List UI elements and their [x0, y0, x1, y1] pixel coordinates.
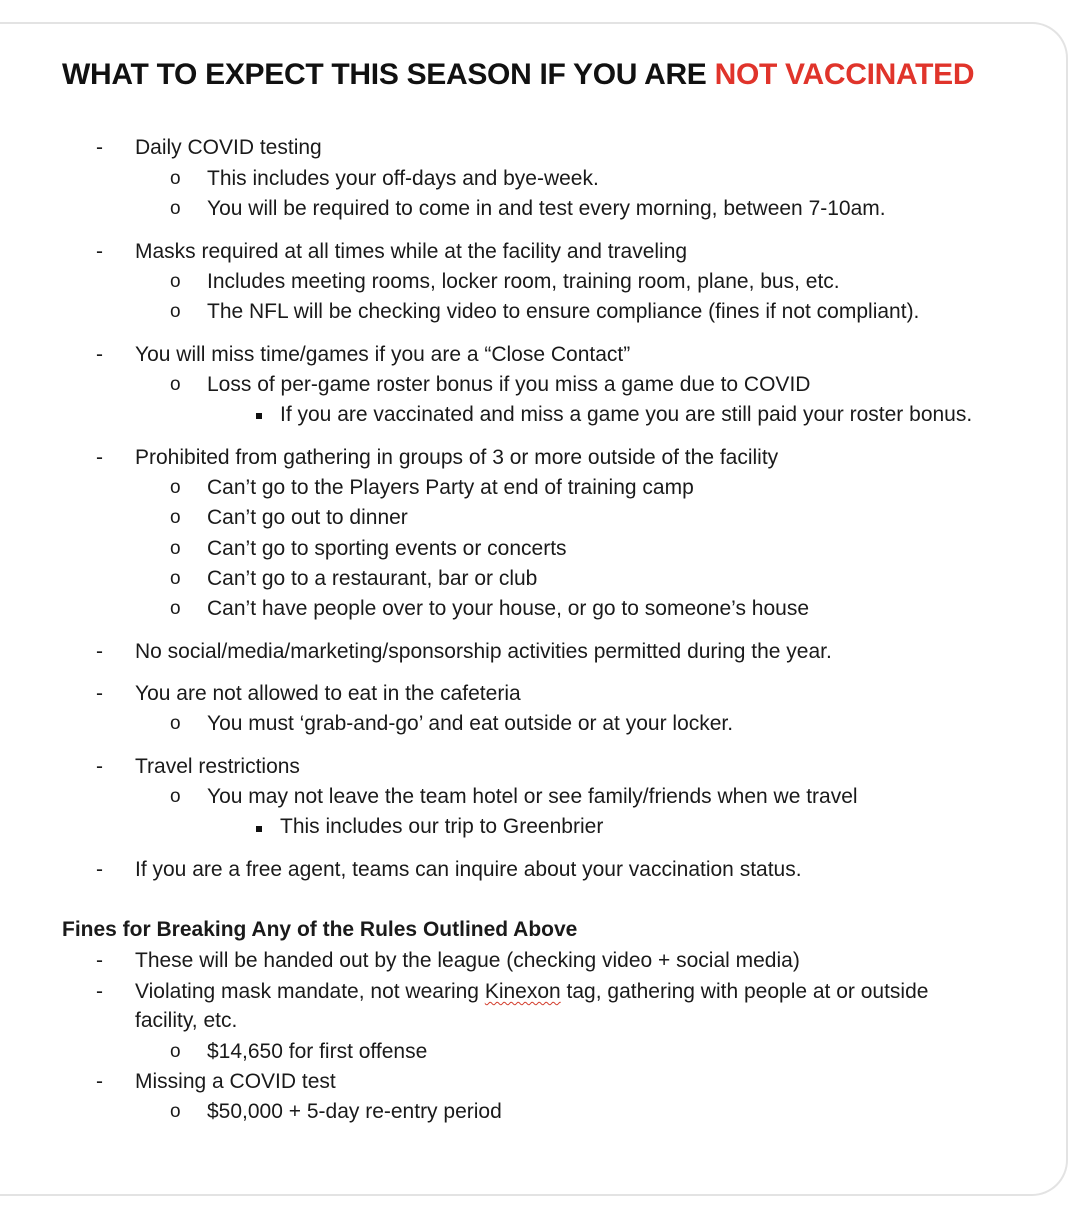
circle-bullet: o: [170, 271, 181, 292]
dash-bullet: -: [96, 949, 103, 972]
circle-bullet: o: [170, 477, 181, 498]
sub-list-item: This includes your off-days and bye-week.: [207, 167, 599, 190]
dash-bullet: -: [96, 755, 103, 778]
dash-bullet: -: [96, 858, 103, 881]
sub-list-item: Can’t go out to dinner: [207, 506, 408, 529]
sub-list-item: You will be required to come in and test every morning, between 7-10am.: [207, 197, 886, 220]
circle-bullet: o: [170, 538, 181, 559]
dash-bullet: -: [96, 640, 103, 663]
sub-list-item: You must ‘grab-and-go’ and eat outside or at your locker.: [207, 712, 734, 735]
circle-bullet: o: [170, 713, 181, 734]
fines-item-text: Violating mask mandate, not wearing: [135, 980, 485, 1003]
circle-bullet: o: [170, 1101, 181, 1122]
fines-sub-item: $14,650 for first offense: [207, 1040, 428, 1063]
circle-bullet: o: [170, 568, 181, 589]
fines-item: These will be handed out by the league (checking video + social media): [135, 949, 800, 972]
dash-bullet: -: [96, 343, 103, 366]
dash-bullet: -: [96, 240, 103, 263]
dash-bullet: -: [96, 446, 103, 469]
list-item: Travel restrictions: [135, 755, 300, 778]
dash-bullet: -: [96, 1070, 103, 1093]
page-title: [62, 58, 974, 92]
spellcheck-flagged-word: Kinexon: [484, 980, 561, 1003]
fines-heading: Fines for Breaking Any of the Rules Outlined Above: [62, 918, 578, 941]
list-item: Masks required at all times while at the facility and traveling: [135, 240, 688, 263]
sub-sub-list-item: This includes our trip to Greenbrier: [280, 815, 604, 838]
dash-bullet: -: [96, 980, 103, 1003]
list-item: Daily COVID testing: [135, 136, 322, 159]
circle-bullet: o: [170, 168, 181, 189]
sub-list-item: You may not leave the team hotel or see family/friends when we travel: [207, 785, 858, 808]
dash-bullet: -: [96, 682, 103, 705]
fines-item-continuation: facility, etc.: [135, 1009, 238, 1032]
title-highlight: NOT VACCINATED: [714, 58, 975, 91]
sub-list-item: Can’t go to sporting events or concerts: [207, 537, 567, 560]
list-item: Prohibited from gathering in groups of 3 or more outside of the facility: [135, 446, 779, 469]
circle-bullet: o: [170, 301, 181, 322]
sub-list-item: Can’t go to the Players Party at end of training camp: [207, 476, 694, 499]
circle-bullet: o: [170, 507, 181, 528]
fines-item: Missing a COVID test: [135, 1070, 336, 1093]
list-item: You are not allowed to eat in the cafeteria: [135, 682, 521, 705]
list-item: You will miss time/games if you are a “Close Contact”: [135, 343, 631, 366]
circle-bullet: o: [170, 198, 181, 219]
dash-bullet: -: [96, 136, 103, 159]
square-bullet: [256, 413, 262, 419]
title-prefix: WHAT TO EXPECT THIS SEASON IF YOU ARE: [62, 58, 707, 91]
sub-list-item: Can’t have people over to your house, or go to someone’s house: [207, 597, 810, 620]
circle-bullet: o: [170, 1041, 181, 1062]
sub-list-item: Loss of per-game roster bonus if you miss a game due to COVID: [207, 373, 811, 396]
square-bullet: [256, 826, 262, 832]
sub-list-item: Includes meeting rooms, locker room, training room, plane, bus, etc.: [207, 270, 840, 293]
sub-list-item: The NFL will be checking video to ensure compliance (fines if not compliant).: [207, 300, 920, 323]
list-item: No social/media/marketing/sponsorship activities permitted during the year.: [135, 640, 832, 663]
sub-list-item: Can’t go to a restaurant, bar or club: [207, 567, 538, 590]
sub-sub-list-item: If you are vaccinated and miss a game you are still paid your roster bonus.: [280, 403, 973, 426]
circle-bullet: o: [170, 786, 181, 807]
list-item: If you are a free agent, teams can inquire about your vaccination status.: [135, 858, 802, 881]
circle-bullet: o: [170, 374, 181, 395]
circle-bullet: o: [170, 598, 181, 619]
fines-item-text: tag, gathering with people at or outside: [560, 980, 929, 1003]
fines-sub-item: $50,000 + 5-day re-entry period: [207, 1100, 502, 1123]
fines-item: [135, 980, 928, 1004]
